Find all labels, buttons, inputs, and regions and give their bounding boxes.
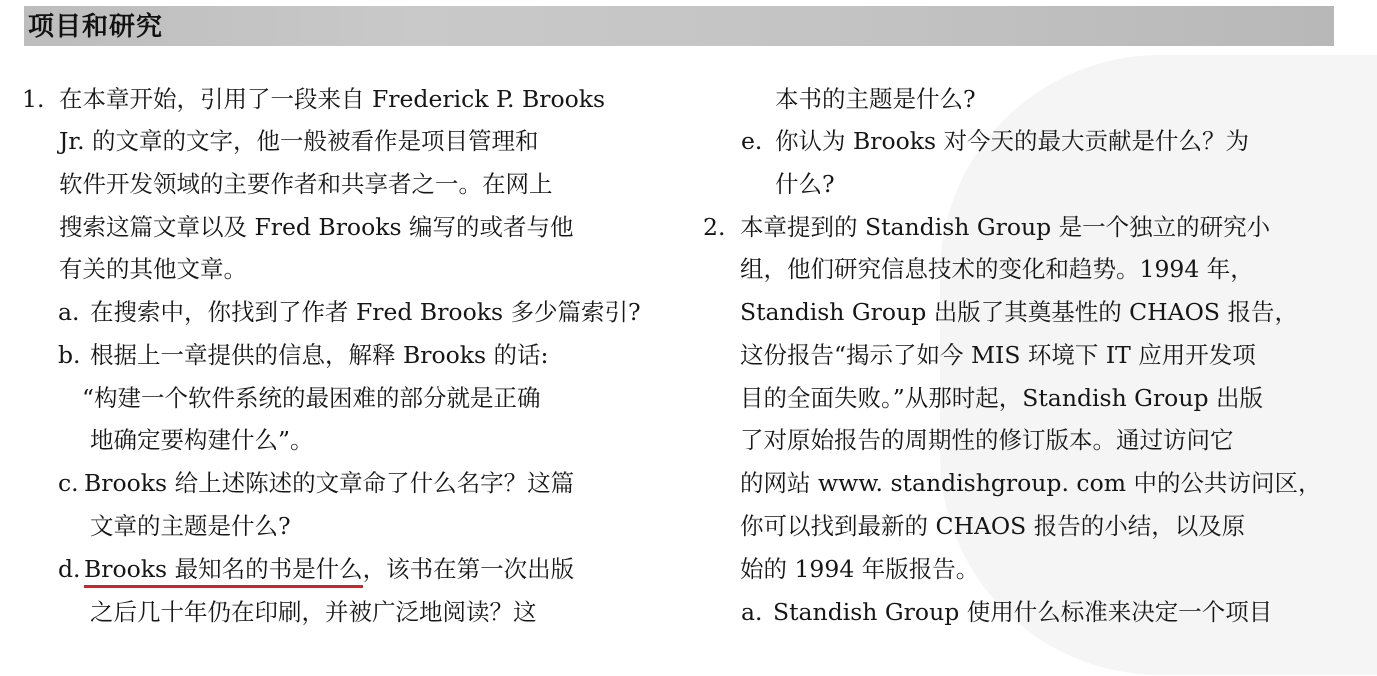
item1e-line: 什么?: [775, 170, 835, 198]
item1d-line: 之后几十年仍在印刷，并被广泛地阅读？这: [90, 598, 537, 626]
item1-line: Jr. 的文章的文字，他一般被看作是项目管理和: [59, 127, 539, 155]
subitem-letter-e: e.: [741, 127, 763, 155]
item1d-line: [84, 548, 574, 590]
item2-line: Standish Group 出版了其奠基性的 CHAOS 报告，: [740, 298, 1298, 326]
item1e-line: 你认为 Brooks 对今天的最大贡献是什么？为: [775, 127, 1250, 155]
item1b-line: “构建一个软件系统的最困难的部分就是正确: [82, 384, 541, 412]
item2-line: 这份报告“揭示了如今 MIS 环境下 IT 应用开发项: [740, 341, 1256, 369]
subitem-letter-a: a.: [58, 298, 80, 326]
item1d-rest: ，该书在第一次出版: [362, 555, 575, 583]
subitem-letter-b: b.: [58, 341, 81, 369]
item1c-line: Brooks 给上述陈述的文章命了什么名字？这篇: [84, 469, 575, 497]
item-number-2: 2.: [703, 213, 726, 241]
section-title: 项目和研究: [28, 12, 164, 42]
item1b-line: 地确定要构建什么”。: [90, 426, 314, 454]
subitem-letter-d: d.: [58, 555, 81, 583]
item1c-line: 文章的主题是什么?: [90, 512, 291, 540]
item2-line: 始的 1994 年版报告。: [740, 555, 980, 583]
section-header-bar: [24, 6, 1334, 46]
item1-line: 有关的其他文章。: [59, 255, 247, 283]
item2a-line: Standish Group 使用什么标准来决定一个项目: [773, 598, 1273, 626]
item1-line: 软件开发领域的主要作者和共享者之一。在网上: [59, 170, 553, 198]
item1-line: 在本章开始，引用了一段来自 Frederick P. Brooks: [59, 85, 606, 113]
item1a-line: 在搜索中，你找到了作者 Fred Brooks 多少篇索引?: [90, 298, 641, 326]
item1-line: 搜索这篇文章以及 Fred Brooks 编写的或者与他: [59, 213, 574, 241]
item1b-line: 根据上一章提供的信息，解释 Brooks 的话:: [90, 341, 549, 369]
item2-line: 的网站 www. standishgroup. com 中的公共访问区，: [740, 469, 1322, 497]
continued-line: 本书的主题是什么?: [775, 85, 976, 113]
item-number-1: 1.: [22, 85, 45, 113]
item2-line: 目的全面失败。”从那时起，Standish Group 出版: [740, 384, 1263, 412]
item2-line: 你可以找到最新的 CHAOS 报告的小结，以及原: [740, 512, 1246, 540]
item2-line: 组，他们研究信息技术的变化和趋势。1994 年，: [740, 255, 1254, 283]
subitem-letter-a2: a.: [741, 598, 763, 626]
item2-line: 了对原始报告的周期性的修订版本。通过访问它: [740, 426, 1234, 454]
underlined-phrase: Brooks 最知名的书是什么: [84, 555, 363, 588]
subitem-letter-c: c.: [58, 469, 79, 497]
item2-line: 本章提到的 Standish Group 是一个独立的研究小: [740, 213, 1271, 241]
